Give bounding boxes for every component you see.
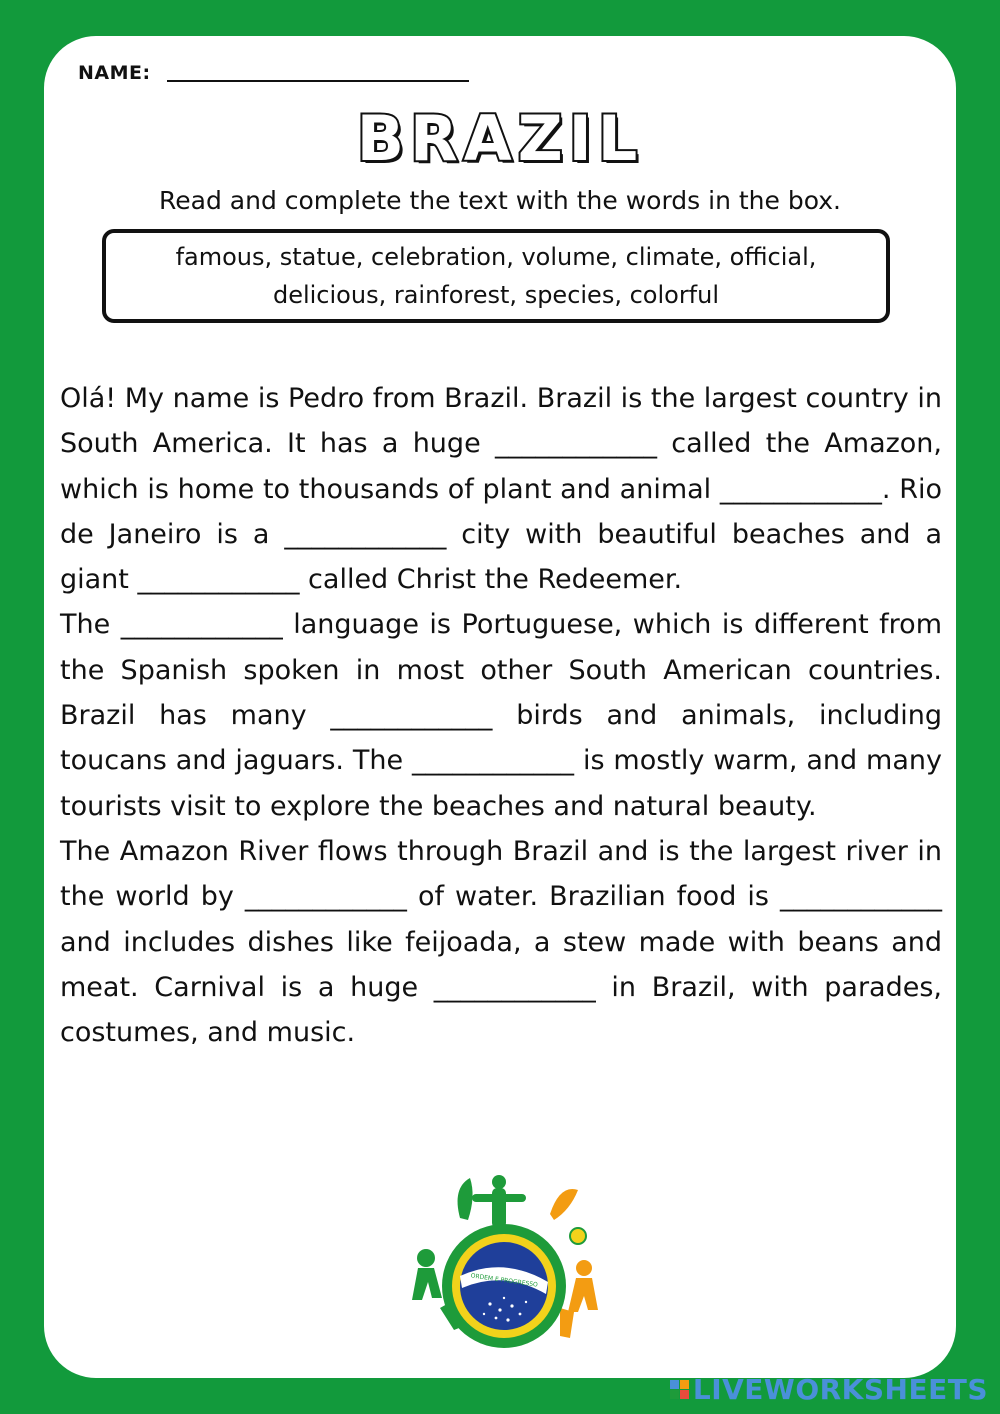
football-icon [570, 1228, 586, 1244]
leaf-shape [458, 1178, 473, 1220]
word-bank-line-2: delicious, rainforest, species, colorful [272, 281, 720, 309]
liveworksheets-logo [670, 1373, 988, 1406]
figure-head [417, 1249, 435, 1267]
statue-arms [472, 1194, 526, 1202]
figure-leg [560, 1308, 574, 1338]
statue-head [492, 1175, 506, 1189]
dancer-figure [568, 1278, 598, 1312]
name-label: NAME: [78, 62, 151, 84]
passage-paragraph-1: Olá! My name is Pedro from Brazil. Brazil is the largest country in South America. It has a huge ____________ called the Amazon, which is home to thousands of plant and animal ____________. Rio de Janeiro is a ____________ city with beautiful beaches and a giant ____________ called Christ the Redeemer. [60, 383, 942, 596]
page-title: BRAZIL [356, 102, 644, 175]
passage-paragraph-3: The Amazon River flows through Brazil and is the largest river in the world by ____________ of water. Brazilian food is ____________ and includes dishes like feijoada, a stew made with beans and meat. Carnival is a huge ____________ in Brazil, with parades, costumes, and music. [60, 835, 942, 1049]
word-bank-line-1: famous, statue, celebration, volume, climate, official, [175, 243, 817, 271]
liveworksheets-wordmark: LIVEWORKSHEETS [692, 1373, 988, 1406]
flag-banner-text: ORDEM E PROGRESSO [470, 1272, 539, 1289]
figure-head [576, 1260, 592, 1276]
reading-passage [60, 376, 942, 1055]
passage-paragraph-2: The ____________ language is Portuguese, which is different from the Spanish spoken in most other South American countries. Brazil has many ____________ birds and animals, including toucans and jaguars. The ____________ is mostly warm, and many tourists visit to explore the beaches and natural beauty. [60, 609, 942, 822]
name-field-row [78, 62, 469, 84]
instructions: Read and complete the text with the words in the box. [159, 186, 841, 215]
leaf-shape [550, 1189, 578, 1220]
word-bank-box [102, 229, 890, 323]
brazil-globe-illustration [400, 1158, 610, 1358]
liveworksheets-mark-icon [670, 1380, 689, 1399]
name-input-line[interactable] [167, 80, 469, 82]
dancer-figure [412, 1268, 442, 1300]
worksheet-page [44, 36, 956, 1378]
